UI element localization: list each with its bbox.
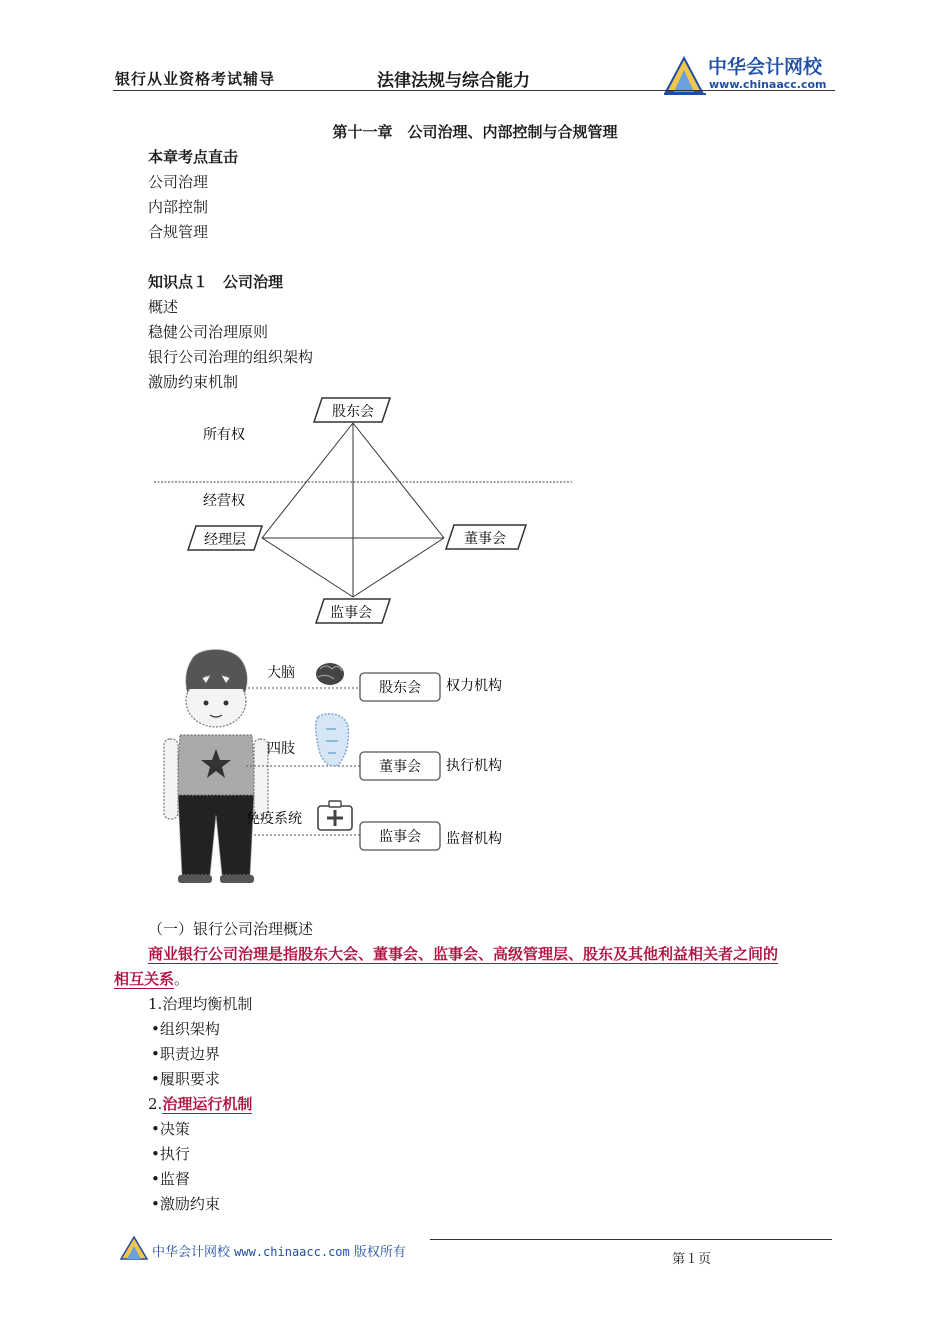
node-shareholders-label: 股东会 bbox=[332, 404, 374, 420]
footer-rule bbox=[430, 1239, 832, 1240]
cartoon-person-icon bbox=[164, 650, 268, 884]
node-supervisors-label: 监事会 bbox=[330, 605, 372, 621]
medical-kit-icon bbox=[318, 801, 352, 830]
logo-title: 中华会计网校 bbox=[708, 56, 823, 78]
subsection-heading: （一）银行公司治理概述 bbox=[148, 920, 314, 938]
list-item: 内部控制 bbox=[148, 198, 209, 216]
body-metaphor-diagram bbox=[150, 645, 520, 890]
point-2 bbox=[148, 1093, 252, 1114]
box-shareholders-label: 股东会 bbox=[379, 680, 421, 696]
box-supervisors-label: 监事会 bbox=[379, 829, 421, 845]
point-2-text: 治理运行机制 bbox=[162, 1095, 253, 1113]
point-2-number: 2. bbox=[148, 1095, 163, 1113]
bullet-item: •决策 bbox=[151, 1120, 190, 1138]
box-shareholders bbox=[360, 673, 440, 701]
box-board-label: 董事会 bbox=[379, 759, 421, 775]
bullet-item: •监督 bbox=[151, 1170, 190, 1188]
part-brain-label: 大脑 bbox=[267, 665, 295, 681]
header-rule bbox=[113, 90, 835, 91]
node-board-label: 董事会 bbox=[464, 531, 506, 547]
logo-url: www.chinaacc.com bbox=[709, 78, 827, 91]
definition-highlight-end: 相互关系 bbox=[114, 970, 175, 988]
list-item: 稳健公司治理原则 bbox=[148, 323, 269, 341]
bullet-item: •履职要求 bbox=[151, 1070, 220, 1088]
node-shareholders bbox=[314, 398, 390, 422]
footer-logo-icon bbox=[118, 1234, 152, 1262]
footer-text bbox=[152, 1241, 406, 1260]
list-item: 激励约束机制 bbox=[148, 373, 239, 391]
point-1 bbox=[148, 993, 252, 1014]
section-heading: 本章考点直击 bbox=[148, 148, 239, 166]
bullet-item: •职责边界 bbox=[151, 1045, 220, 1063]
header-center-title: 法律法规与综合能力 bbox=[377, 71, 530, 91]
pyramid-edges bbox=[262, 423, 444, 597]
definition-line-1 bbox=[148, 943, 778, 964]
bullet-item: •执行 bbox=[151, 1145, 190, 1163]
knowledge-point-heading: 知识点１ 公司治理 bbox=[148, 273, 284, 291]
list-item: 合规管理 bbox=[148, 223, 209, 241]
role-supervision-label: 监督机构 bbox=[446, 831, 502, 847]
governance-structure-diagram bbox=[150, 392, 580, 632]
header-left-text: 银行从业资格考试辅导 bbox=[115, 70, 276, 88]
node-board bbox=[446, 525, 526, 549]
box-supervisors bbox=[360, 822, 440, 850]
list-item: 公司治理 bbox=[148, 173, 209, 191]
bullet-item: •组织架构 bbox=[151, 1020, 220, 1038]
part-limbs-label: 四肢 bbox=[267, 741, 295, 757]
part-immune-label: 免疫系统 bbox=[246, 811, 302, 827]
node-managers-label: 经理层 bbox=[204, 532, 246, 548]
footer-url-link[interactable]: www.chinaacc.com bbox=[234, 1245, 350, 1259]
role-power-label: 权力机构 bbox=[446, 678, 502, 694]
footer-brand: 中华会计网校 bbox=[152, 1245, 231, 1260]
box-board bbox=[360, 752, 440, 780]
management-right-label: 经营权 bbox=[203, 493, 245, 509]
point-1-text: 治理均衡机制 bbox=[162, 995, 253, 1013]
brain-icon bbox=[316, 663, 344, 685]
footer-copyright: 版权所有 bbox=[353, 1245, 406, 1260]
list-item: 银行公司治理的组织架构 bbox=[148, 348, 314, 366]
list-item: 概述 bbox=[148, 298, 179, 316]
chapter-title: 第十一章 公司治理、内部控制与合规管理 bbox=[332, 123, 618, 141]
node-supervisors bbox=[316, 599, 390, 623]
definition-period: 。 bbox=[174, 970, 190, 988]
definition-highlight: 商业银行公司治理是指股东大会、董事会、监事会、高级管理层、股东及其他利益相关者之间的 bbox=[148, 945, 779, 963]
definition-line-2 bbox=[114, 968, 189, 989]
role-execution-label: 执行机构 bbox=[446, 758, 502, 774]
bullet-item: •激励约束 bbox=[151, 1195, 220, 1213]
point-1-number: 1. bbox=[148, 995, 163, 1013]
node-managers bbox=[188, 526, 262, 550]
page-number: 第１页 bbox=[672, 1252, 712, 1267]
limbs-icon bbox=[316, 714, 349, 766]
ownership-label: 所有权 bbox=[203, 427, 245, 443]
